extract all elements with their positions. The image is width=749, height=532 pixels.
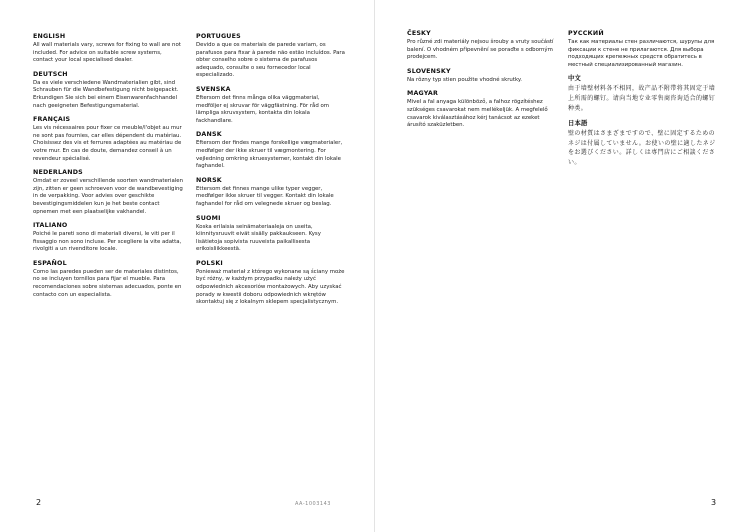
instruction-text: All wall materials vary, screws for fixing to wall are not included. For advice on suitable screw systems, contact your local specialised dealer.: [33, 42, 181, 64]
section-suomi: [196, 215, 346, 254]
page-number: 3: [711, 498, 717, 507]
section-dansk: [196, 131, 346, 170]
left-column-2: [196, 33, 346, 313]
language-heading: ENGLISH: [33, 33, 66, 40]
language-heading: ČESKY: [407, 30, 431, 37]
language-heading: PORTUGUES: [196, 33, 241, 40]
product-code: AA-1003143: [295, 501, 331, 507]
instruction-text: Les vis nécessaires pour fixer ce meuble/l'objet au mur ne sont pas fournies, car elles dépendent du matériau. Choisissez des vis et ferrures adaptées au matériau de votre mur. En cas de doute, demandez conseil à un revendeur spécialisé.: [33, 125, 182, 162]
instruction-text: Mivel a fal anyaga különböző, a falhoz rögzítéshez szükséges csavarokat nem mellékeljük. A megfelelő csavarok kiválasztásához kérj tanácsot az ezeket árusító szaküzletben.: [407, 99, 548, 129]
page-number: 2: [36, 498, 42, 507]
section-deutsch: [33, 71, 183, 110]
instruction-text: Omdat er zoveel verschillende soorten wandmaterialen zijn, zitten er geen schroeven voor de wandbevestiging in de verpakking. Voor advies over geschikte bevestigingsmiddelen kun je het beste contact opnemen met een plaatselijke vakhandel.: [33, 178, 184, 215]
language-heading: SUOMI: [196, 214, 221, 222]
section-francais: [33, 116, 183, 163]
instruction-text: Koska erilaisia seinämateriaaleja on useita, kiinnitysruuvit eivät sisälly pakkaukseen. Kysy lisätietoja sopivista ruuveista paikallisesta erikoisliikkeestä.: [196, 223, 321, 253]
right-page: [375, 0, 749, 532]
language-heading: ITALIANO: [33, 222, 68, 230]
instruction-text: Poiché le pareti sono di materiali diversi, le viti per il fissaggio non sono incluse. Per scegliere la vite adatta, rivolgiti a un rivenditore locale.: [33, 231, 182, 253]
right-column-1: [407, 30, 557, 136]
section-slovensky: [407, 68, 557, 85]
instruction-text: Eftersom det finns många olika väggmaterial, medföljer ej skruvar för väggfästning. För råd om lämpliga skruvsystem, kontakta din lokala fackhandlare.: [196, 94, 330, 124]
section-chinese: [568, 75, 718, 113]
instruction-text: Ponieważ materiał z którego wykonane są ściany może być różny, w każdym przypadku należy użyć odpowiednich akcesoriów montażowych. Aby uzyskać porady w kwestii doboru odpowiednich wkrętów skontaktuj się z lokalnym sklepem specjalistycznym.: [196, 268, 345, 306]
language-heading: DEUTSCH: [33, 70, 68, 78]
section-portugues: [196, 33, 346, 80]
language-heading: 日本語: [568, 119, 588, 127]
instruction-text: Eftersom der findes mange forskellige vægmaterialer, medfølger der ikke skruer til vægmontering. For vejledning omkring skruesystemer, kontakt din lokale faghandel.: [196, 140, 343, 170]
section-japanese: [568, 120, 718, 168]
instruction-text: Ettersom det finnes mange ulike typer vegger, medfølger ikke skruer til vegger. Kontakt din lokale faghandel for råd om velegnede skruer og beslag.: [196, 185, 334, 207]
section-espanol: [33, 260, 183, 299]
section-norsk: [196, 177, 346, 209]
right-column-2: [568, 30, 718, 174]
instruction-text: Devido a que os materiais de parede variam, os parafusos para fixar à parede não estão incluídos. Para obter conselho sobre o sistema de parafusos adequado, consulte o seu fornecedor local especializado.: [196, 42, 345, 79]
section-polski: [196, 260, 346, 307]
section-cesky: [407, 30, 557, 62]
language-heading: FRANÇAIS: [33, 116, 71, 124]
instruction-text: Como las paredes pueden ser de materiales distintos, no se incluyen tornillos para fijar el mueble. Para recomendaciones sobre sistemas adecuados, ponte en contacto con un especialista.: [33, 268, 182, 298]
instruction-text: Da es viele verschiedene Wandmaterialien gibt, sind Schrauben für die Wandbefestigung nicht beigepackt. Erkundigen Sie sich bei einem Eisenwarenfachhandel nach geeigneten Befestigungsmaterial.: [33, 79, 179, 109]
section-russkiy: [568, 30, 718, 69]
language-heading: POLSKI: [196, 259, 223, 267]
language-heading: SVENSKA: [196, 85, 231, 93]
instruction-text: 由于墙壁材料各不相同，故产品不附带将其固定于墙上所需的螺钉。请向当地专业零售商咨询适合的螺钉种类。: [568, 85, 716, 112]
language-heading: NORSK: [196, 176, 222, 184]
language-heading: NEDERLANDS: [33, 169, 83, 177]
instruction-text: Так как материалы стен различаются, шурупы для фиксации к стене не прилагаются. Для выбора подходящих крепежных средств обратитесь в местный специализированный магазин.: [568, 39, 715, 68]
language-heading: 中文: [568, 75, 581, 83]
instruction-text: Pro různé zdi materiály nejsou šrouby a vruty součástí balení. O vhodném připevnění se poraďte s odborným prodejcem.: [407, 39, 554, 61]
section-svenska: [196, 86, 346, 125]
language-heading: SLOVENSKY: [407, 67, 451, 75]
language-heading: MAGYAR: [407, 90, 439, 98]
language-heading: РУССКИЙ: [568, 30, 604, 37]
section-english: [33, 33, 183, 65]
instruction-text: Na rôzny typ stien použite vhodné skrutky.: [407, 76, 523, 83]
section-nederlands: [33, 169, 183, 216]
section-magyar: [407, 90, 557, 129]
instruction-text: 壁の材質はさまざまですので、壁に固定するためのネジは付属していません。お使いの壁に適したネジをお選びください。詳しくは専門店にご相談ください。: [568, 129, 716, 167]
left-page: [0, 0, 374, 532]
language-heading: ESPAÑOL: [33, 259, 67, 267]
section-italiano: [33, 222, 183, 254]
left-column-1: [33, 33, 183, 305]
language-heading: DANSK: [196, 131, 222, 139]
